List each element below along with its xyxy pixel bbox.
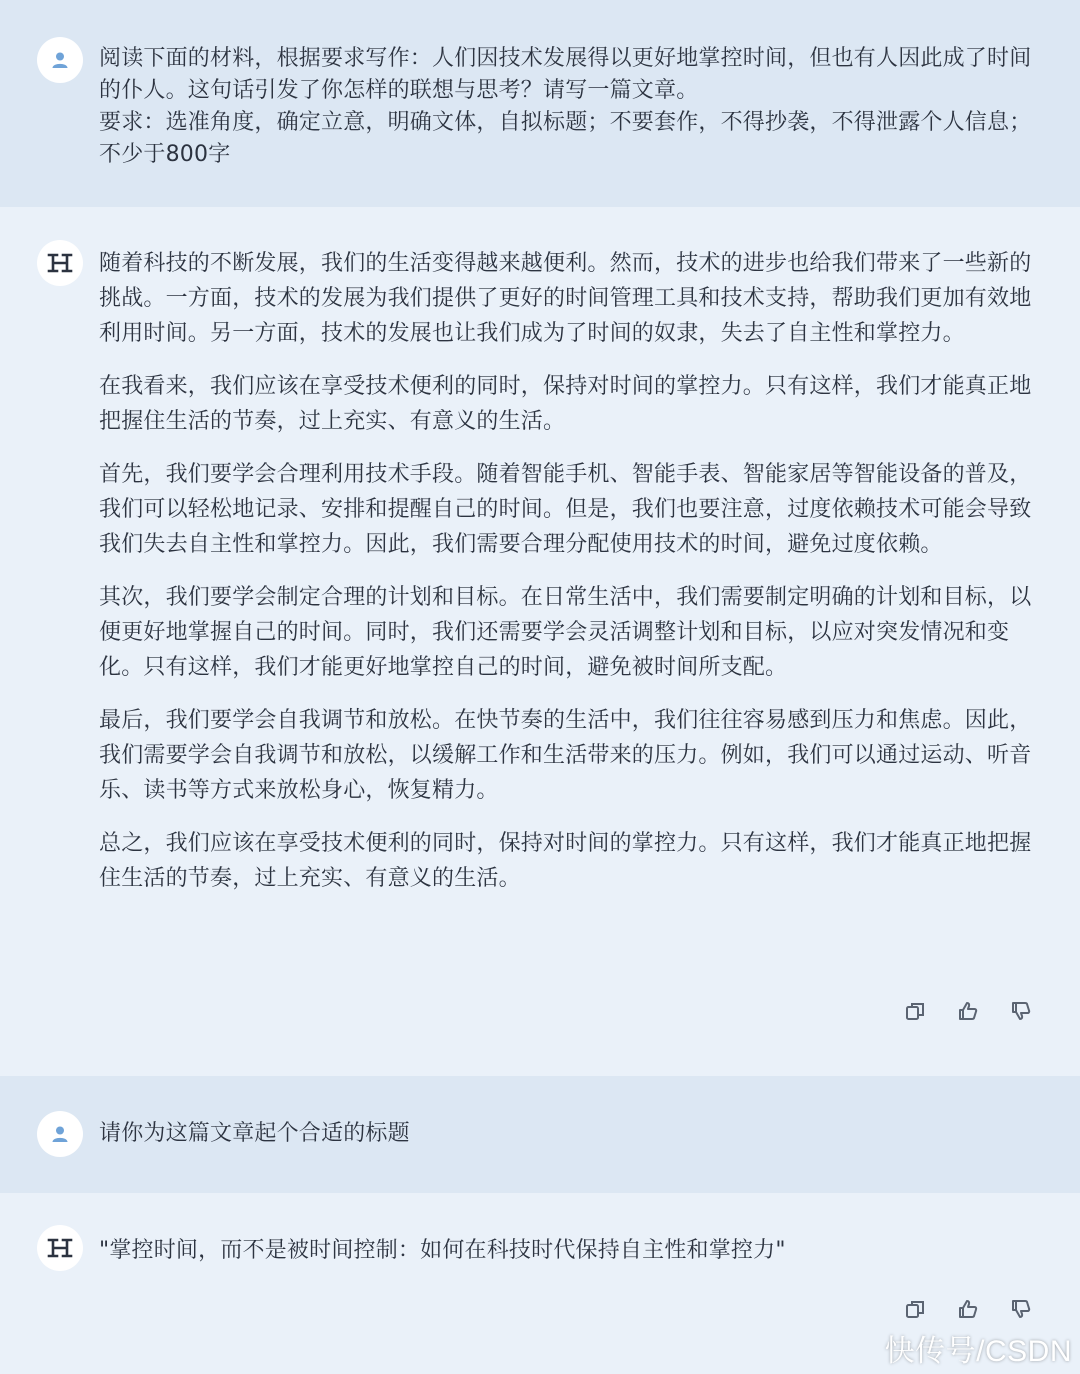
message-line: 要求：选准角度，确定立意，明确文体，自拟标题；不要套作，不得抄袭，不得泄露个人信息；不少于800字 xyxy=(99,110,1032,167)
copy-button[interactable] xyxy=(902,998,928,1024)
thumbs-up-icon xyxy=(957,1298,979,1320)
assistant-message xyxy=(0,1193,1080,1374)
user-message-text xyxy=(99,1118,1039,1150)
message-actions xyxy=(902,998,1034,1024)
copy-button[interactable] xyxy=(902,1296,928,1322)
user-message xyxy=(0,1076,1080,1193)
user-message-text xyxy=(99,43,1039,171)
like-button[interactable] xyxy=(955,1296,981,1322)
essay-paragraph: 首先，我们要学会合理利用技术手段。随着智能手机、智能手表、智能家居等智能设备的普及，我们可以轻松地记录、安排和提醒自己的时间。但是，我们也要注意，过度依赖技术可能会导致我们失去自主性和掌控力。因此，我们需要合理分配使用技术的时间，避免过度依赖。 xyxy=(99,462,1032,557)
bot-avatar xyxy=(37,1225,83,1271)
user-icon xyxy=(50,1124,70,1144)
assistant-message xyxy=(0,207,1080,1076)
essay-paragraph: 总之，我们应该在享受技术便利的同时，保持对时间的掌控力。只有这样，我们才能真正地把握住生活的节奏，过上充实、有意义的生活。 xyxy=(99,831,1032,891)
message-line: 阅读下面的材料，根据要求写作：人们因技术发展得以更好地掌控时间，但也有人因此成了时间的仆人。这句话引发了你怎样的联想与思考？请写一篇文章。 xyxy=(99,46,1032,103)
message-line: 请你为这篇文章起个合适的标题 xyxy=(99,1121,410,1146)
essay-paragraph: 最后，我们要学会自我调节和放松。在快节奏的生活中，我们往往容易感到压力和焦虑。因此，我们需要学会自我调节和放松，以缓解工作和生活带来的压力。例如，我们可以通过运动、听音乐、读书等方式来放松身心，恢复精力。 xyxy=(99,708,1032,803)
user-avatar xyxy=(37,37,83,83)
user-icon xyxy=(50,50,70,70)
thumbs-down-icon xyxy=(1010,1298,1032,1320)
watermark: 快传号/CSDN xyxy=(884,1335,1072,1368)
dislike-button[interactable] xyxy=(1008,998,1034,1024)
essay-paragraph: 随着科技的不断发展，我们的生活变得越来越便利。然而，技术的进步也给我们带来了一些新的挑战。一方面，技术的发展为我们提供了更好的时间管理工具和技术支持，帮助我们更加有效地利用时间。另一方面，技术的发展也让我们成为了时间的奴隶，失去了自主性和掌控力。 xyxy=(99,251,1032,346)
dislike-button[interactable] xyxy=(1008,1296,1034,1322)
bot-avatar xyxy=(37,240,83,286)
thumbs-up-icon xyxy=(957,1000,979,1022)
essay-paragraph: 在我看来，我们应该在享受技术便利的同时，保持对时间的掌控力。只有这样，我们才能真正地把握住生活的节奏，过上充实、有意义的生活。 xyxy=(99,374,1032,434)
essay-paragraph: 其次，我们要学会制定合理的计划和目标。在日常生活中，我们需要制定明确的计划和目标，以便更好地掌握自己的时间。同时，我们还需要学会灵活调整计划和目标，以应对突发情况和变化。只有这样，我们才能更好地掌控自己的时间，避免被时间所支配。 xyxy=(99,585,1032,680)
title-suggestion: "掌控时间，而不是被时间控制：如何在科技时代保持自主性和掌控力" xyxy=(99,1238,786,1263)
bot-logo-icon xyxy=(47,1237,73,1259)
user-message xyxy=(0,0,1080,207)
copy-icon xyxy=(904,1298,926,1320)
copy-icon xyxy=(904,1000,926,1022)
message-actions xyxy=(902,1296,1034,1322)
user-avatar xyxy=(37,1111,83,1157)
assistant-message-text xyxy=(99,246,1039,896)
assistant-message-text xyxy=(99,1233,1039,1268)
like-button[interactable] xyxy=(955,998,981,1024)
bot-logo-icon xyxy=(47,252,73,274)
thumbs-down-icon xyxy=(1010,1000,1032,1022)
